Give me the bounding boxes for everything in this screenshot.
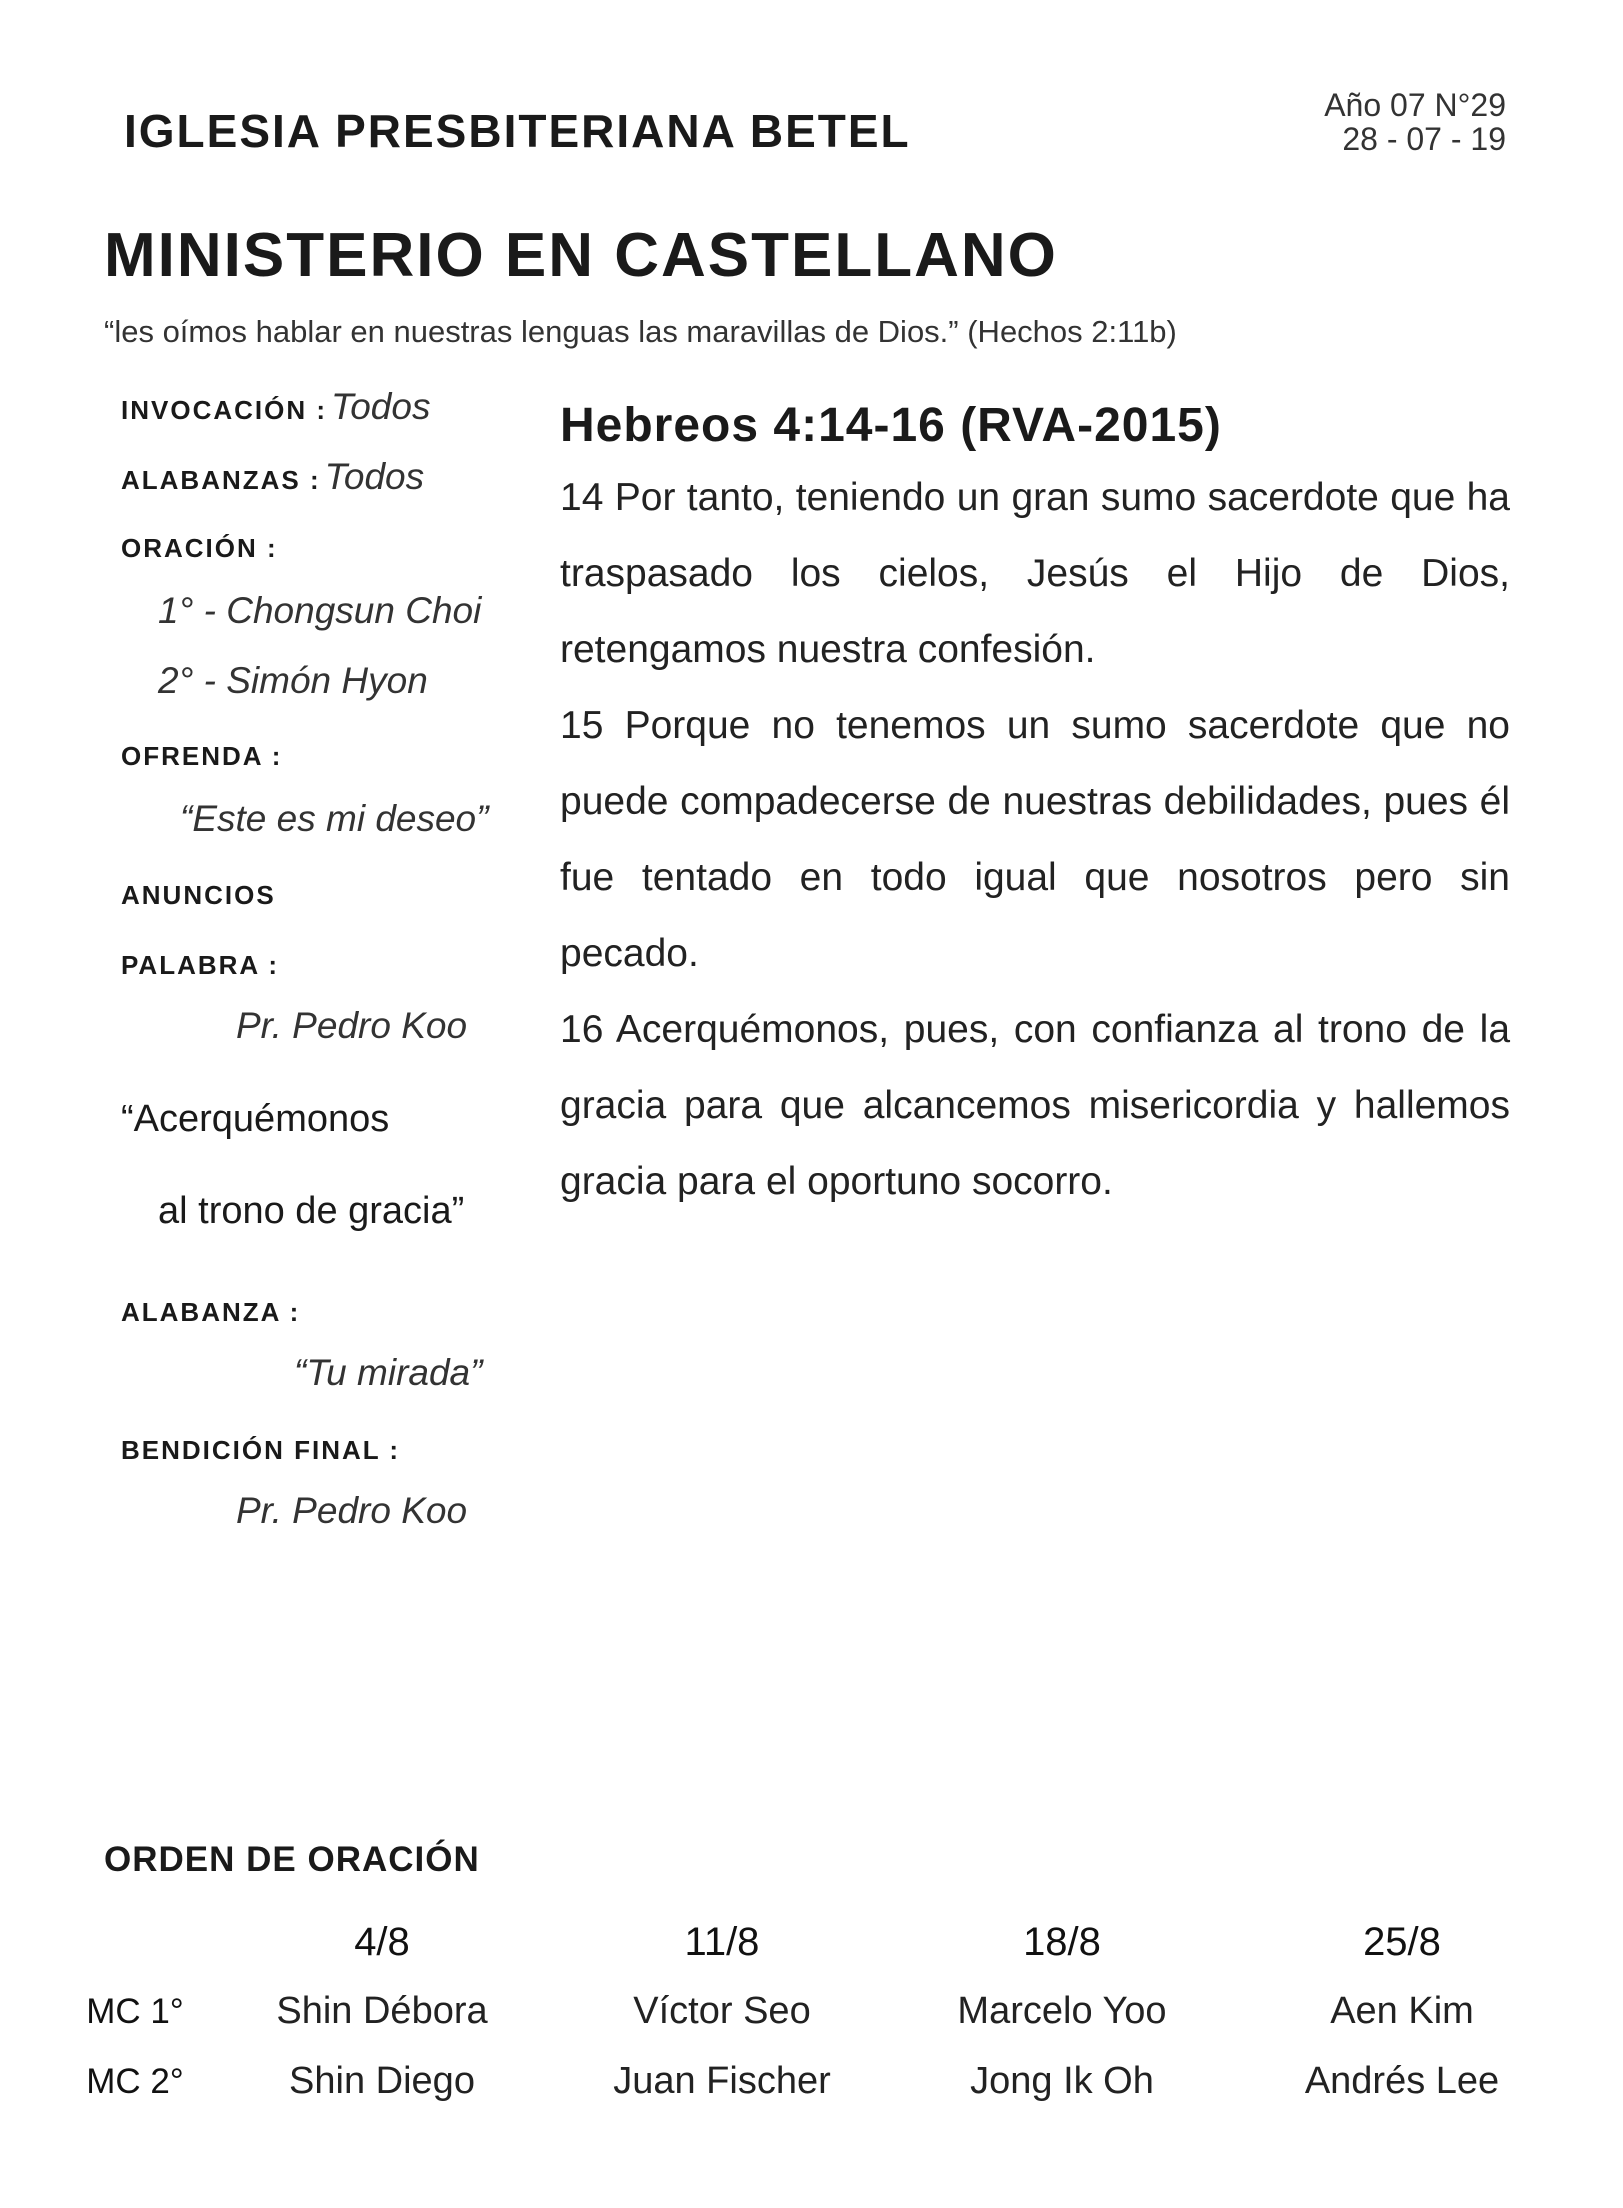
verse-number: 15 xyxy=(560,704,604,747)
alabanzas-item xyxy=(121,456,424,498)
prayer-schedule-title: ORDEN DE ORACIÓN xyxy=(104,1840,480,1879)
motto: “les oímos hablar en nuestras lenguas las maravillas de Dios.” (Hechos 2:11b) xyxy=(104,314,1177,349)
issue-date: 28 - 07 - 19 xyxy=(1342,121,1506,157)
oracion-second: 2° - Simón Hyon xyxy=(158,660,428,701)
issue-number: Año 07 N°29 xyxy=(1324,87,1506,123)
sermon-title-line2: al trono de gracia” xyxy=(158,1190,465,1232)
schedule-date: 18/8 xyxy=(1023,1920,1101,1964)
alabanzas-label: ALABANZAS : xyxy=(121,465,321,495)
ofrenda-value: “Este es mi deseo” xyxy=(180,798,489,839)
schedule-name: Marcelo Yoo xyxy=(957,1990,1167,2032)
alabanza-value: “Tu mirada” xyxy=(294,1352,483,1393)
bendicion-label: BENDICIÓN FINAL : xyxy=(121,1435,401,1465)
verse-number: 16 xyxy=(560,1008,604,1051)
verse xyxy=(560,460,1510,688)
reading-title: Hebreos 4:14-16 (RVA-2015) xyxy=(560,399,1222,452)
oracion-label: ORACIÓN : xyxy=(121,533,278,563)
sermon-title-line1: “Acerquémonos xyxy=(121,1098,390,1140)
verse-text: Porque no tenemos un sumo sacerdote que no puede compadecerse de nuestras debilidades, pues él fue tentado en todo igual que nosotros pero sin pecado. xyxy=(560,704,1510,975)
church-name: IGLESIA PRESBITERIANA BETEL xyxy=(124,105,911,157)
oracion-first: 1° - Chongsun Choi xyxy=(158,590,482,631)
palabra-label: PALABRA : xyxy=(121,950,280,980)
verse-text: Acerquémonos, pues, con confianza al trono de la gracia para que alcancemos misericordia y hallemos gracia para el oportuno socorro. xyxy=(560,1008,1511,1203)
schedule-name: Juan Fischer xyxy=(613,2060,831,2102)
schedule-name: Shin Débora xyxy=(276,1990,488,2032)
ministry-title: MINISTERIO EN CASTELLANO xyxy=(104,221,1058,290)
schedule-name: Andrés Lee xyxy=(1304,2060,1500,2102)
schedule-name: Jong Ik Oh xyxy=(970,2060,1154,2102)
ofrenda-label: OFRENDA : xyxy=(121,741,283,771)
schedule-name: Aen Kim xyxy=(1330,1990,1474,2032)
schedule-name: Víctor Seo xyxy=(633,1990,811,2032)
schedule-date: 4/8 xyxy=(354,1920,410,1964)
schedule-name: Shin Diego xyxy=(289,2060,475,2102)
palabra-value: Pr. Pedro Koo xyxy=(236,1005,468,1046)
schedule-date: 11/8 xyxy=(684,1920,760,1964)
bendicion-value: Pr. Pedro Koo xyxy=(236,1490,468,1531)
verse-text: Por tanto, teniendo un gran sumo sacerdote que ha traspasado los cielos, Jesús el Hijo de Dios, retengamos nuestra confesión. xyxy=(560,476,1510,671)
issue-info xyxy=(1324,88,1506,156)
verse-number: 14 xyxy=(560,476,604,519)
invocacion-item xyxy=(121,386,430,428)
anuncios-label: ANUNCIOS xyxy=(121,880,276,910)
schedule-date: 25/8 xyxy=(1363,1920,1441,1964)
verse xyxy=(560,688,1510,992)
verse xyxy=(560,992,1510,1220)
schedule-row-label: MC 2° xyxy=(86,2062,184,2101)
invocacion-label: INVOCACIÓN : xyxy=(121,395,327,425)
alabanza-label: ALABANZA : xyxy=(121,1297,301,1327)
invocacion-value: Todos xyxy=(331,386,431,427)
reading-body xyxy=(560,460,1510,1220)
alabanzas-value: Todos xyxy=(324,456,425,497)
schedule-row-label: MC 1° xyxy=(86,1992,184,2031)
